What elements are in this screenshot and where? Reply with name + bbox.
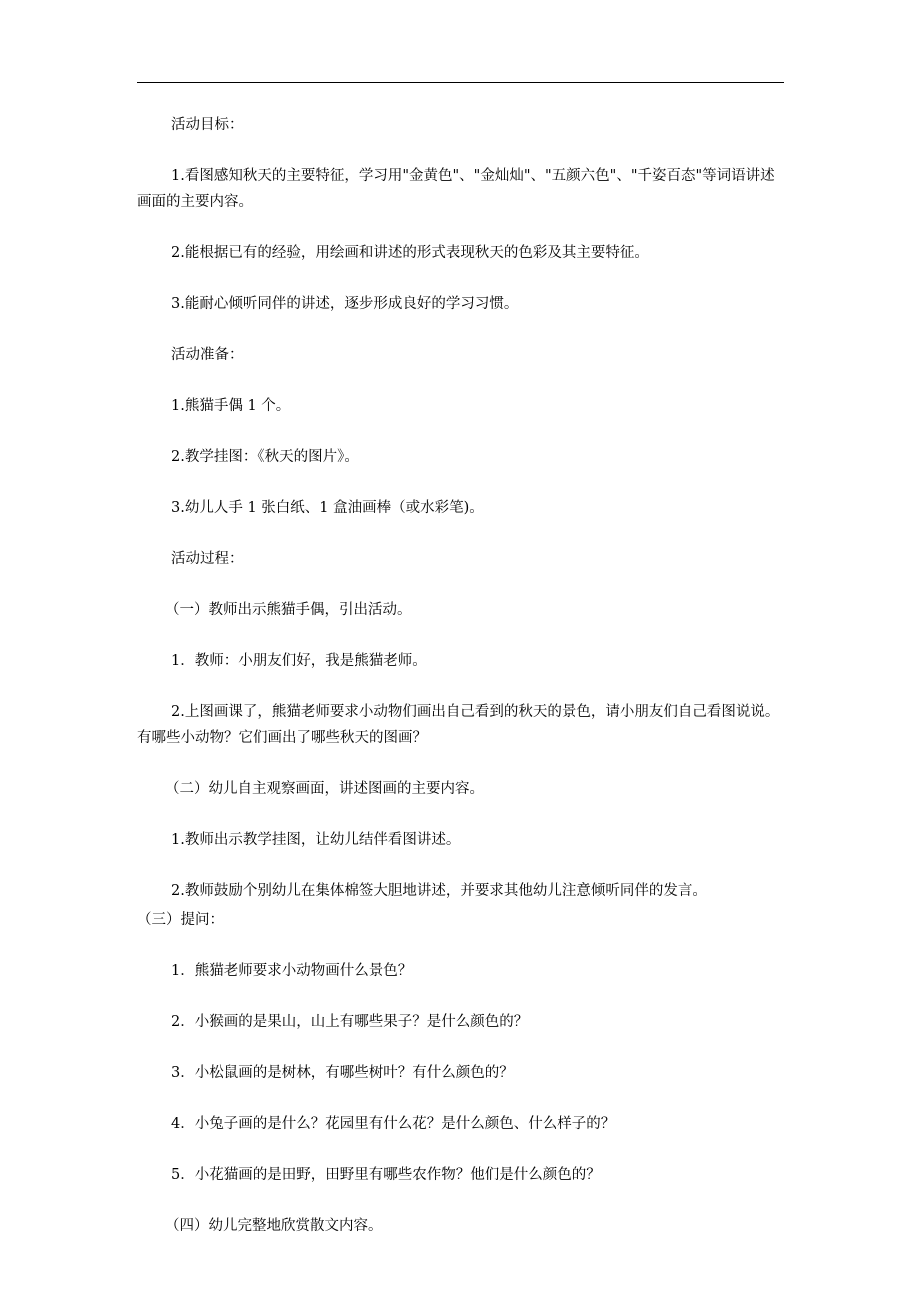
paragraph: 2.教学挂图：《秋天的图片》。 (171, 449, 359, 465)
question-item: 2．小猴画的是果山，山上有哪些果子？是什么颜色的？ (171, 1014, 529, 1030)
paragraph: 2.上图画课了，熊猫老师要求小动物们画出自己看到的秋天的景色，请小朋友们自己看图说说。有哪些小动物？它们画出了哪些秋天的图画？ (137, 704, 780, 746)
paragraph: 3.能耐心倾听同伴的讲述，逐步形成良好的学习习惯。 (171, 296, 519, 312)
question-item: 4．小兔子画的是什么？花园里有什么花？是什么颜色、什么样子的？ (171, 1116, 616, 1132)
paragraph: 2.能根据已有的经验，用绘画和讲述的形式表现秋天的色彩及其主要特征。 (171, 245, 649, 261)
subsection-heading: （一）教师出示熊猫手偶，引出活动。 (165, 602, 412, 618)
section-heading-preparation: 活动准备： (171, 347, 244, 363)
question-item: 3．小松鼠画的是树林，有哪些树叶？有什么颜色的？ (171, 1065, 514, 1081)
question-item: 1．熊猫老师要求小动物画什么景色？ (171, 963, 413, 979)
question-item: 5．小花猫画的是田野，田野里有哪些农作物？他们是什么颜色的？ (171, 1167, 601, 1183)
document-body (137, 112, 785, 1239)
section-heading-process: 活动过程： (171, 551, 244, 567)
paragraph: 1.看图感知秋天的主要特征，学习用"金黄色"、"金灿灿"、"五颜六色"、"千姿百态"等词语讲述画面的主要内容。 (137, 168, 775, 210)
paragraph: 3.幼儿人手 1 张白纸、1 盒油画棒（或水彩笔)。 (171, 500, 484, 516)
paragraph: 1．教师：小朋友们好，我是熊猫老师。 (171, 653, 427, 669)
header-rule (137, 82, 784, 83)
subsection-heading: （二）幼儿自主观察画面，讲述图画的主要内容。 (165, 781, 484, 797)
section-heading-goals: 活动目标： (171, 117, 244, 133)
subsection-heading: （三）提问： (137, 912, 224, 928)
paragraph: 1.熊猫手偶 1 个。 (171, 398, 291, 414)
subsection-heading: （四）幼儿完整地欣赏散文内容。 (165, 1218, 383, 1234)
paragraph: 1.教师出示教学挂图，让幼儿结伴看图讲述。 (171, 832, 461, 848)
paragraph: 2.教师鼓励个别幼儿在集体棉签大胆地讲述，并要求其他幼儿注意倾听同伴的发言。 (171, 883, 707, 899)
